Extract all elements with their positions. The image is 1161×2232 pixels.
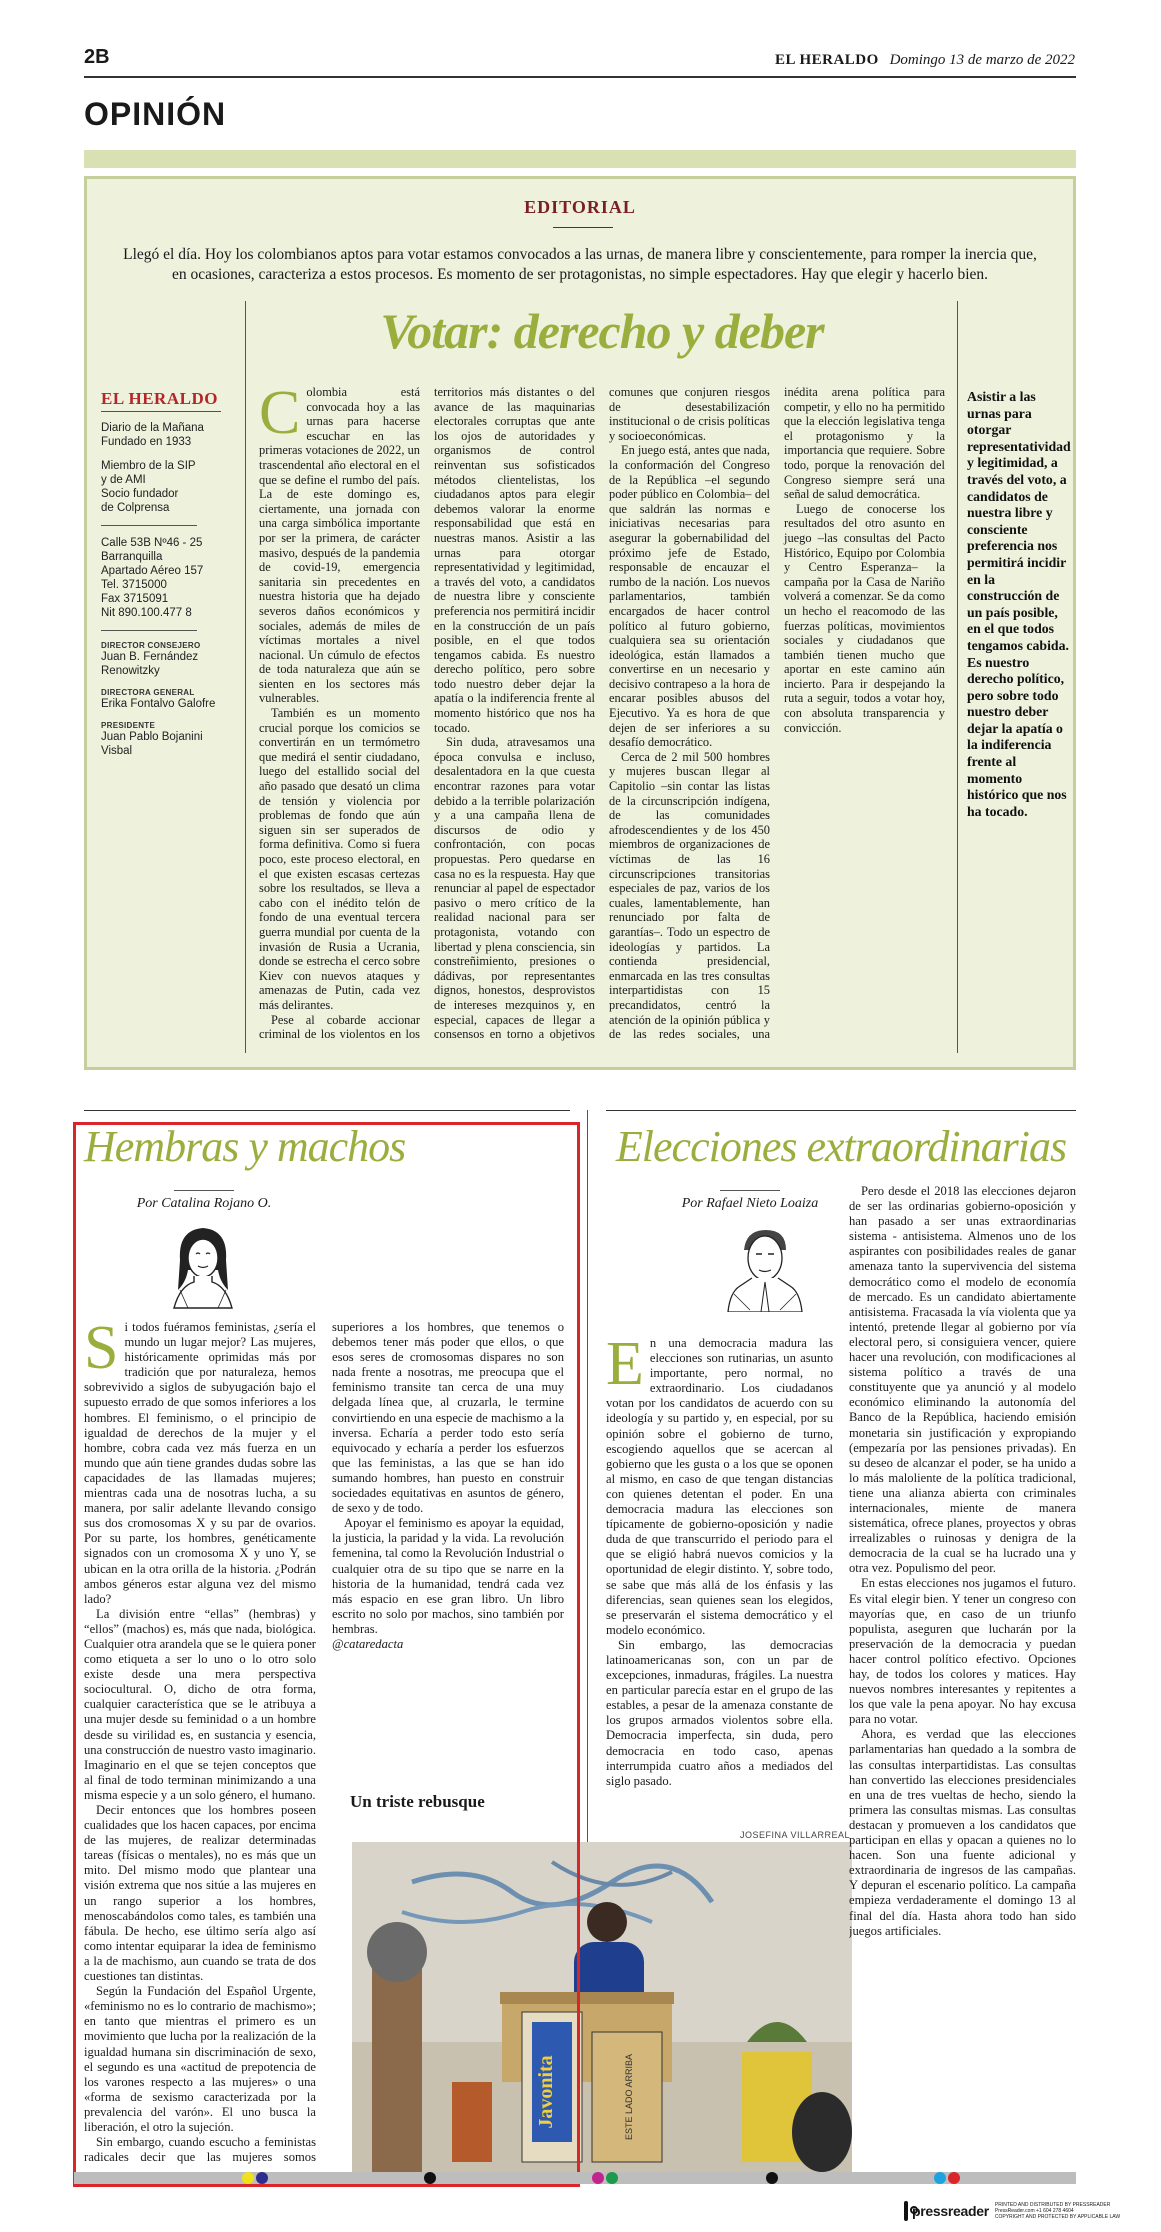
photo-credit: JOSEFINA VILLARREAL xyxy=(740,1830,851,1840)
masthead-logo-underline xyxy=(101,411,221,412)
masthead-membership xyxy=(101,459,231,515)
masthead-line: Miembro de la SIP xyxy=(101,460,196,472)
editorial-divider-right xyxy=(957,301,958,1053)
masthead-divider xyxy=(101,525,197,526)
editorial-paragraph: Luego de conocerse los resultados del otro asunto en juego –las consultas del Pacto Histórico, Equipo por Colombia y Centro Esperanza– la campaña por la Casa de Nariño volverá a comenzar. Se da como un hecho el reacomodo de las fuerzas políticas, movimientos sociales y ciudadanos que también tienen mucho que aportar en este camino aún incierto. Para ir despejando la ruta a seguir, todos a votar hoy, con absoluta transparencia y convicción. xyxy=(784,501,945,735)
column-left-paragraph: Decir entonces que los hombres poseen cualidades que los hacen capaces, por encima de las mujeres, de realizar determinadas tareas (físicas o mentales), no es más que un mito. Del mismo modo que plantear una visión extrema que nos sitúe a las mujeres en un rango superior a los hombres, menoscabándolos como tales, es también una fábula. De hecho, ese último sería algo así como intentar equiparar la idea de feminismo a la de machismo, aun cuando se trata de dos cuestiones tan distintas. xyxy=(84,1803,316,1984)
editorial-body xyxy=(259,385,945,1055)
registration-dot xyxy=(242,2172,254,2184)
editorial-divider-left xyxy=(245,301,246,1053)
masthead-line: Barranquilla xyxy=(101,551,163,563)
pressreader-brand: pressreader xyxy=(912,2203,989,2219)
lower-rule-left xyxy=(84,1110,570,1111)
header-newspaper: EL HERALDO xyxy=(775,52,879,68)
color-registration-marks xyxy=(74,2172,1076,2184)
photo-title: Un triste rebusque xyxy=(350,1792,485,1811)
general-name: Erika Fontalvo Galofre xyxy=(101,698,216,710)
column-right-paragraph: En una democracia madura las elecciones son rutinarias, un asunto importante, pero normal, no extraordinario. Los ciudadanos votan por los candidatos de acuerdo con su ideología y su partido y, en especial, por su opinión sobre el gobierno de turno, escogiendo aquellos que se acercan al gobierno que les gusta o a los que se oponen al mismo, en caso de que tengan distancias con quienes detentan el poder. En una democracia madura las elecciones son típicamente de gobierno-oposición y nadie duda de que transcurrido el periodo para el que se eligió habrá nuevos comicios y la oportunidad de elegir distinto. Y, sobre todo, se sabe que más allá de los énfasis y las diferencias, sean quienes sean los elegidos, se preservarán el sistema democrático y el modelo económico. xyxy=(606,1336,833,1637)
editorial-paragraph: Cerca de 2 mil 500 hombres y mujeres buscan llegar al Capitolio –sin contar las listas de la circunscripción indígena, de las comunidades afrodescendientes y de los 450 miembros de organizaciones de víctimas de las 16 circunscripciones transitorias especiales de paz, varios de los cuales, lamentablemente, han renunciado por falta de garantías–. Todo un espectro de ideologías y partidos. La contienda presidencial, enmarcada en las tres consultas interpartidistas con 15 precandidatos, centró la atención de la opinión pública y de las redes sociales, una inédita arena política para competir, y ello no ha permitido que la elección legislativa tenga el protagonismo y la importancia que requiere. Sobre todo, porque la renovación del Congreso siempre será una señal de salud democrática. xyxy=(609,385,945,1042)
section-title: OPINIÓN xyxy=(84,96,227,132)
editorial-paragraph: Sin duda, atravesamos una época convulsa e incluso, desalentadora en la que cuesta encontrar razones para votar debido a la terrible polarización y a una campaña llena de discursos de odio y confrontación, con pocas propuestas. Pero quedarse en casa no es la respuesta. Hay que renunciar al papel de espectador pasivo o mero crítico de la realidad nacional para ser protagonista, votando con libertad y plena consciencia, sin constreñimiento, presiones o dádivas, por representantes dignos, honestos, desprovistos de intereses mezquinos y, en especial, capaces de llegar a consensos en torno a objetivos comunes que conjuren riesgos de desestabilización institucional o de crisis políticas y socioeconómicas. xyxy=(434,385,770,1042)
editorial-title: Votar: derecho y deber xyxy=(380,303,824,359)
column-right-dropcap: E xyxy=(606,1336,644,1398)
column-left-handle: @cataredacta xyxy=(332,1636,404,1651)
editorial-label-rule xyxy=(553,227,613,228)
editorial-dropcap: C xyxy=(259,385,301,447)
column-left-title: Hembras y machos xyxy=(84,1122,406,1171)
column-right-byline: Por Rafael Nieto Loaiza xyxy=(681,1196,819,1211)
pressreader-badge[interactable] xyxy=(904,2198,1121,2224)
pressreader-line: COPYRIGHT AND PROTECTED BY APPLICABLE LAW xyxy=(994,2214,1121,2220)
pressreader-small-text xyxy=(995,2202,1120,2220)
masthead-line: de Colprensa xyxy=(101,502,170,514)
editorial-paragraph: En juego está, antes que nada, la conformación del Congreso de la República –el segundo poder público en Colombia– del que saldrán las normas e iniciativas necesarias para asegurar la gobernabilidad del próximo jefe de Estado, responsable de encauzar el rumbo de la nación. Los nuevos parlamentarios, también encargados de hacer control político al futuro gobierno, cualquiera sea su orientación ideológica, están llamados a convertirse en un necesario y decisivo contrapeso a la hora de encarar posibles abusos del Ejecutivo. Ya es hora de que dejen de ser inferiores a su desafío democrático. xyxy=(609,443,770,750)
masthead-address xyxy=(101,536,231,620)
general-label: DIRECTORA GENERAL xyxy=(101,688,195,697)
editorial-lead: Llegó el día. Hoy los colombianos aptos para votar estamos convocados a las urnas, de manera libre y conscientemente, para romper la inercia que, en ocasiones, caracteriza a estos procesos. Es momento de ser protagonistas, no simple espectadores. Hay que elegir y hacerlo bien. xyxy=(123,246,1037,283)
column-left-paragraph: La división entre “ellas” (hembras) y “ellos” (machos) es, más que nada, biológica. Cualquier otra arandela que se le quiera poner como etiqueta a ser lo uno o lo otro solo existe desde una mera perspectiva sociocultural. O, dicho de otra forma, cualquier característica que se le atribuya a una mujer desde su feminidad o a un hombre desde su virilidad es, en sustancia y esencia, una construcción de nuestro vasto imaginario. Imaginario en el que se tejen conceptos que al final de todo terminan minimizando a una misma especie y a un solo género, el humano. xyxy=(84,1606,316,1802)
masthead-line: Fundado en 1933 xyxy=(101,436,192,448)
column-right-body xyxy=(606,1184,1076,2184)
masthead-line: Nit 890.100.477 8 xyxy=(101,607,192,619)
photo-box-side: ESTE LADO ARRIBA xyxy=(624,2053,634,2141)
lower-rule-right xyxy=(606,1110,1076,1111)
column-left-dropcap: S xyxy=(84,1320,119,1382)
registration-dot xyxy=(934,2172,946,2184)
masthead xyxy=(101,389,231,758)
column-right-col2 xyxy=(849,1184,1076,2184)
photo-box-label: Javonita xyxy=(535,2055,557,2129)
section-bar xyxy=(84,150,1076,168)
editorial-box xyxy=(84,176,1076,1070)
column-left-paragraph: Según la Fundación del Español Urgente, «feminismo no es lo contrario de machismo»; en tanto que mientras el primero es un movimiento que lucha por la realización de la igualdad humana sin discriminación de sexo, el segundo es una «actitud de prepotencia de los varones respecto a las mujeres» o una «forma de sexismo caracterizada por la prevalencia del varón». El uno busca la liberación, el otro la sujeción. xyxy=(84,1984,316,2134)
editorial-pullquote: Asistir a las urnas para otorgar representatividad y legitimidad, a través del voto, a candidatos de nuestra libre y consciente preferencia nos permitirá incidir en la construcción de un país posible, en el que todos tengamos cabida. Es nuestro derecho político, pero sobre todo nuestro deber dejar la apatía o la indiferencia frente al momento histórico que nos ha tocado. xyxy=(967,389,1071,819)
masthead-line: Socio fundador xyxy=(101,488,179,500)
column-left-byline: Por Catalina Rojano O. xyxy=(136,1196,272,1211)
column-right-title: Elecciones extraordinarias xyxy=(615,1122,1067,1171)
masthead-line: Diario de la Mañana xyxy=(101,422,204,434)
president-label: PRESIDENTE xyxy=(101,721,156,730)
registration-dot xyxy=(606,2172,618,2184)
director-name: Renowitzky xyxy=(101,665,160,677)
president-name: Visbal xyxy=(101,745,133,757)
column-right-paragraph: En estas elecciones nos jugamos el futuro. Es vital elegir bien. Y tener un congreso con mayorías que, en caso de un triunfo populista, aseguren que lucharán por la preservación de la democracia y puedan hacer control político efectivo. Opciones hay, de todos los colores y matices. Hay nuevos nombres interesantes y repitentes a los que vale la pena apoyar. No hay excusa para no votar. xyxy=(849,1576,1076,1727)
registration-dot xyxy=(424,2172,436,2184)
registration-dot xyxy=(592,2172,604,2184)
column-right-paragraph: Sin embargo, las democracias latinoamericanas son, con un par de excepciones, inmaduras, frágiles. La nuestra en particular parecía estar en el grupo de las estables, a pesar de la amenaza constante de los grupos armados violentos sobre ella. Democracia imperfecta, sin duda, pero democracia en todo caso, apenas interrumpida cuatro años a mediados del siglo pasado. xyxy=(606,1637,833,1788)
column-right-paragraph: Pero desde el 2018 las elecciones dejaron de ser las ordinarias gobierno-oposición y han pasado a ser unas extraordinarias sistema - antisistema. Almenos uno de los aspirantes con posibilidades reales de ganar amenaza tanto la supervivencia del sistema democrático como el modelo de economía de mercado. Es un candidato abiertamente antisistema. Fracasada la vía violenta que ya intentó, pretende llegar al gobierno por vía electoral pero, si consiguiera vencer, quiere hacer una revolución, con modificaciones al sistema político a través de una constituyente que ya anunció y al modelo económico eliminando la autonomía del Banco de la República, haciendo emisión monetaria sin justificación y expropiando (empezaría por las pensiones privadas). En su deseo de alcanzar el poder, se ha unido a lo más maloliente de la política tradicional, tiene una alianza abierta con criminales internacionales, miente de manera sistemática, ofrece planes, proyectos y obras irrealizables o ruinosas y denigra de la democracia de la cual se ha lucrado una y otra vez. Populismo del peor. xyxy=(849,1184,1076,1576)
registration-dot xyxy=(948,2172,960,2184)
masthead-line: Tel. 3715000 xyxy=(101,579,167,591)
masthead-divider xyxy=(101,630,197,631)
masthead-line: Apartado Aéreo 157 xyxy=(101,565,204,577)
editorial-paragraph: Colombia está convocada hoy a las urnas para hacerse escuchar en las primeras votaciones de 2022, un trascendental año electoral en el que se define el rumbo del país. La de este domingo es, ciertamente, una jornada con una carga simbólica importante por ser la primera, de carácter masivo, después de la pandemia de covid-19, emergencia sanitaria sin precedentes en nuestra historia que ha dejado severos daños económicos y sociales, además de miles de víctimas mortales a nivel nacional. Un cúmulo de efectos de toda naturaleza que aún se sienten en los sectores más vulnerables. xyxy=(259,385,420,706)
pressreader-line: PRINTED AND DISTRIBUTED BY PRESSREADER xyxy=(994,2202,1111,2208)
registration-dot xyxy=(766,2172,778,2184)
director-label: DIRECTOR CONSEJERO xyxy=(101,641,201,650)
editorial-paragraph: Pese al cobarde accionar criminal de los violentos en los territorios más distantes o del avance de las maquinarias electorales corruptas que ante los ojos de autoridades y organismos de control reinventan sus sofisticados métodos clientelistas, los ciudadanos aptos para elegir debemos valorar la enorme responsabilidad que está en nuestras manos. Asistir a las urnas para otorgar representatividad y legitimidad, a través del voto, a candidatos de nuestra libre y consciente preferencia nos permitirá incidir en la construcción de un país posible, en el que todos tengamos cabida. Es nuestro derecho político, pero sobre todo nuestro deber dejar la apatía o la indiferencia frente al momento histórico que nos ha tocado. xyxy=(259,385,595,1042)
masthead-logo: EL HERALDO xyxy=(101,389,218,408)
masthead-line: Calle 53B Nº46 - 25 xyxy=(101,537,203,549)
director-name: Juan B. Fernández xyxy=(101,651,199,663)
president-name: Juan Pablo Bojanini xyxy=(101,731,203,743)
registration-dot xyxy=(256,2172,268,2184)
editorial-paragraph: También es un momento crucial porque los comicios se convertirán en un termómetro que medirá el sentir ciudadano, luego del estallido social del año pasado que desató un clima de tensión y violencia por problemas de fondo que aún siguen sin ser superados de forma definitiva. Como si fuera poco, este proceso electoral, en el que existen escasas certezas sobre los resultados, se lleva a cabo con el inédito telón de fondo de una eventual tercera guerra mundial por cuenta de la invasión de Rusia a Ucrania, donde se estrecha el cerco sobre Kiev con nuevos ataques y amenazas de Putin, cada vez más delirantes. xyxy=(259,706,420,1012)
pressreader-line: PressReader.com +1 604 278 4604 xyxy=(994,2208,1074,2214)
column-right-paragraph: Ahora, es verdad que las elecciones parlamentarias han quedado a la sombra de las consultas interpartidistas. Las consultas han convertido las elecciones presidenciales en una de tres vueltas de hecho, siendo la primera las consultas mismas. Las consultas destacan y promueven a los candidatos que participan en ellas y opacan a quienes no lo hacen. Son una fuente adicional y extraordinaria de ingresos de las campañas. Y depuran el escenario político. La campaña empieza verdaderamente el domingo 13 al final del día. Hasta ahora todo han sido juegos artificiales. xyxy=(849,1727,1076,1938)
page-number: 2B xyxy=(84,46,110,68)
masthead-line: Fax 3715091 xyxy=(101,593,169,605)
masthead-line: y de AMI xyxy=(101,474,146,486)
pressreader-icon xyxy=(904,2201,908,2221)
masthead-founding xyxy=(101,421,231,449)
editorial-label: EDITORIAL xyxy=(524,197,636,217)
column-left-paragraph: Sin embargo, cuando escucho a feministas radicales decir que las mujeres somos superiores a los hombres, que tenemos o debemos tener más poder que ellos, o que esos seres de cromosomas dispares no son nada frente a nosotras, me preocupa que el feminismo transite tan cerca de una muy delgada línea que, al cruzarla, le termine convirtiendo en una especie de machismo a la inversa. Echaría a perder todo esto sería equivocado y echaría a perder los esfuerzos que las feministas, a las que se han ido sumando hombres, han puesto en construir sociedades equitativas en asuntos de género, de sexo y de todo. xyxy=(84,1320,564,2165)
header-rule xyxy=(84,76,1076,78)
column-left-paragraph: Si todos fuéramos feministas, ¿sería el mundo un lugar mejor? Las mujeres, históricamente oprimidas más por tradición que por naturaleza, hemos sobrevivido a siglos de subyugación bajo el supuesto errado de que somos inferiores a los hombres. El feminismo, o el principio de igualdad de derechos de la mujer y el hombre, cobra cada vez más fuerza en un mundo que aún tiene grandes dudas sobre las capacidades de las llamadas mujeres; mientras cada una de nosotras lucha, a su manera, por salir adelante llevando consigo sus dos cromosomas X y su par de ovarios. Por su parte, los hombres, genéticamente signados con un cromosoma X y uno Y, se ubican en la otra orilla de la historia. ¿Podrán ambos géneros estar alguna vez del mismo lado? xyxy=(84,1320,316,1606)
header-date: Domingo 13 de marzo de 2022 xyxy=(889,52,1075,68)
highlight-box xyxy=(73,1122,580,2187)
column-right-col1 xyxy=(606,1336,833,1846)
column-left-paragraph: Apoyar el feminismo es apoyar la equidad, la justicia, la paridad y la vida. La revolución femenina, tal como la Revolución Industrial o cualquier otra de su tipo que se narre en la historia de la humanidad, tendrá cada vez más espacio en ese gran libro. Un libro escrito no solo por machos, sino también por hembras. xyxy=(332,1516,564,1636)
header-right xyxy=(775,50,1075,69)
